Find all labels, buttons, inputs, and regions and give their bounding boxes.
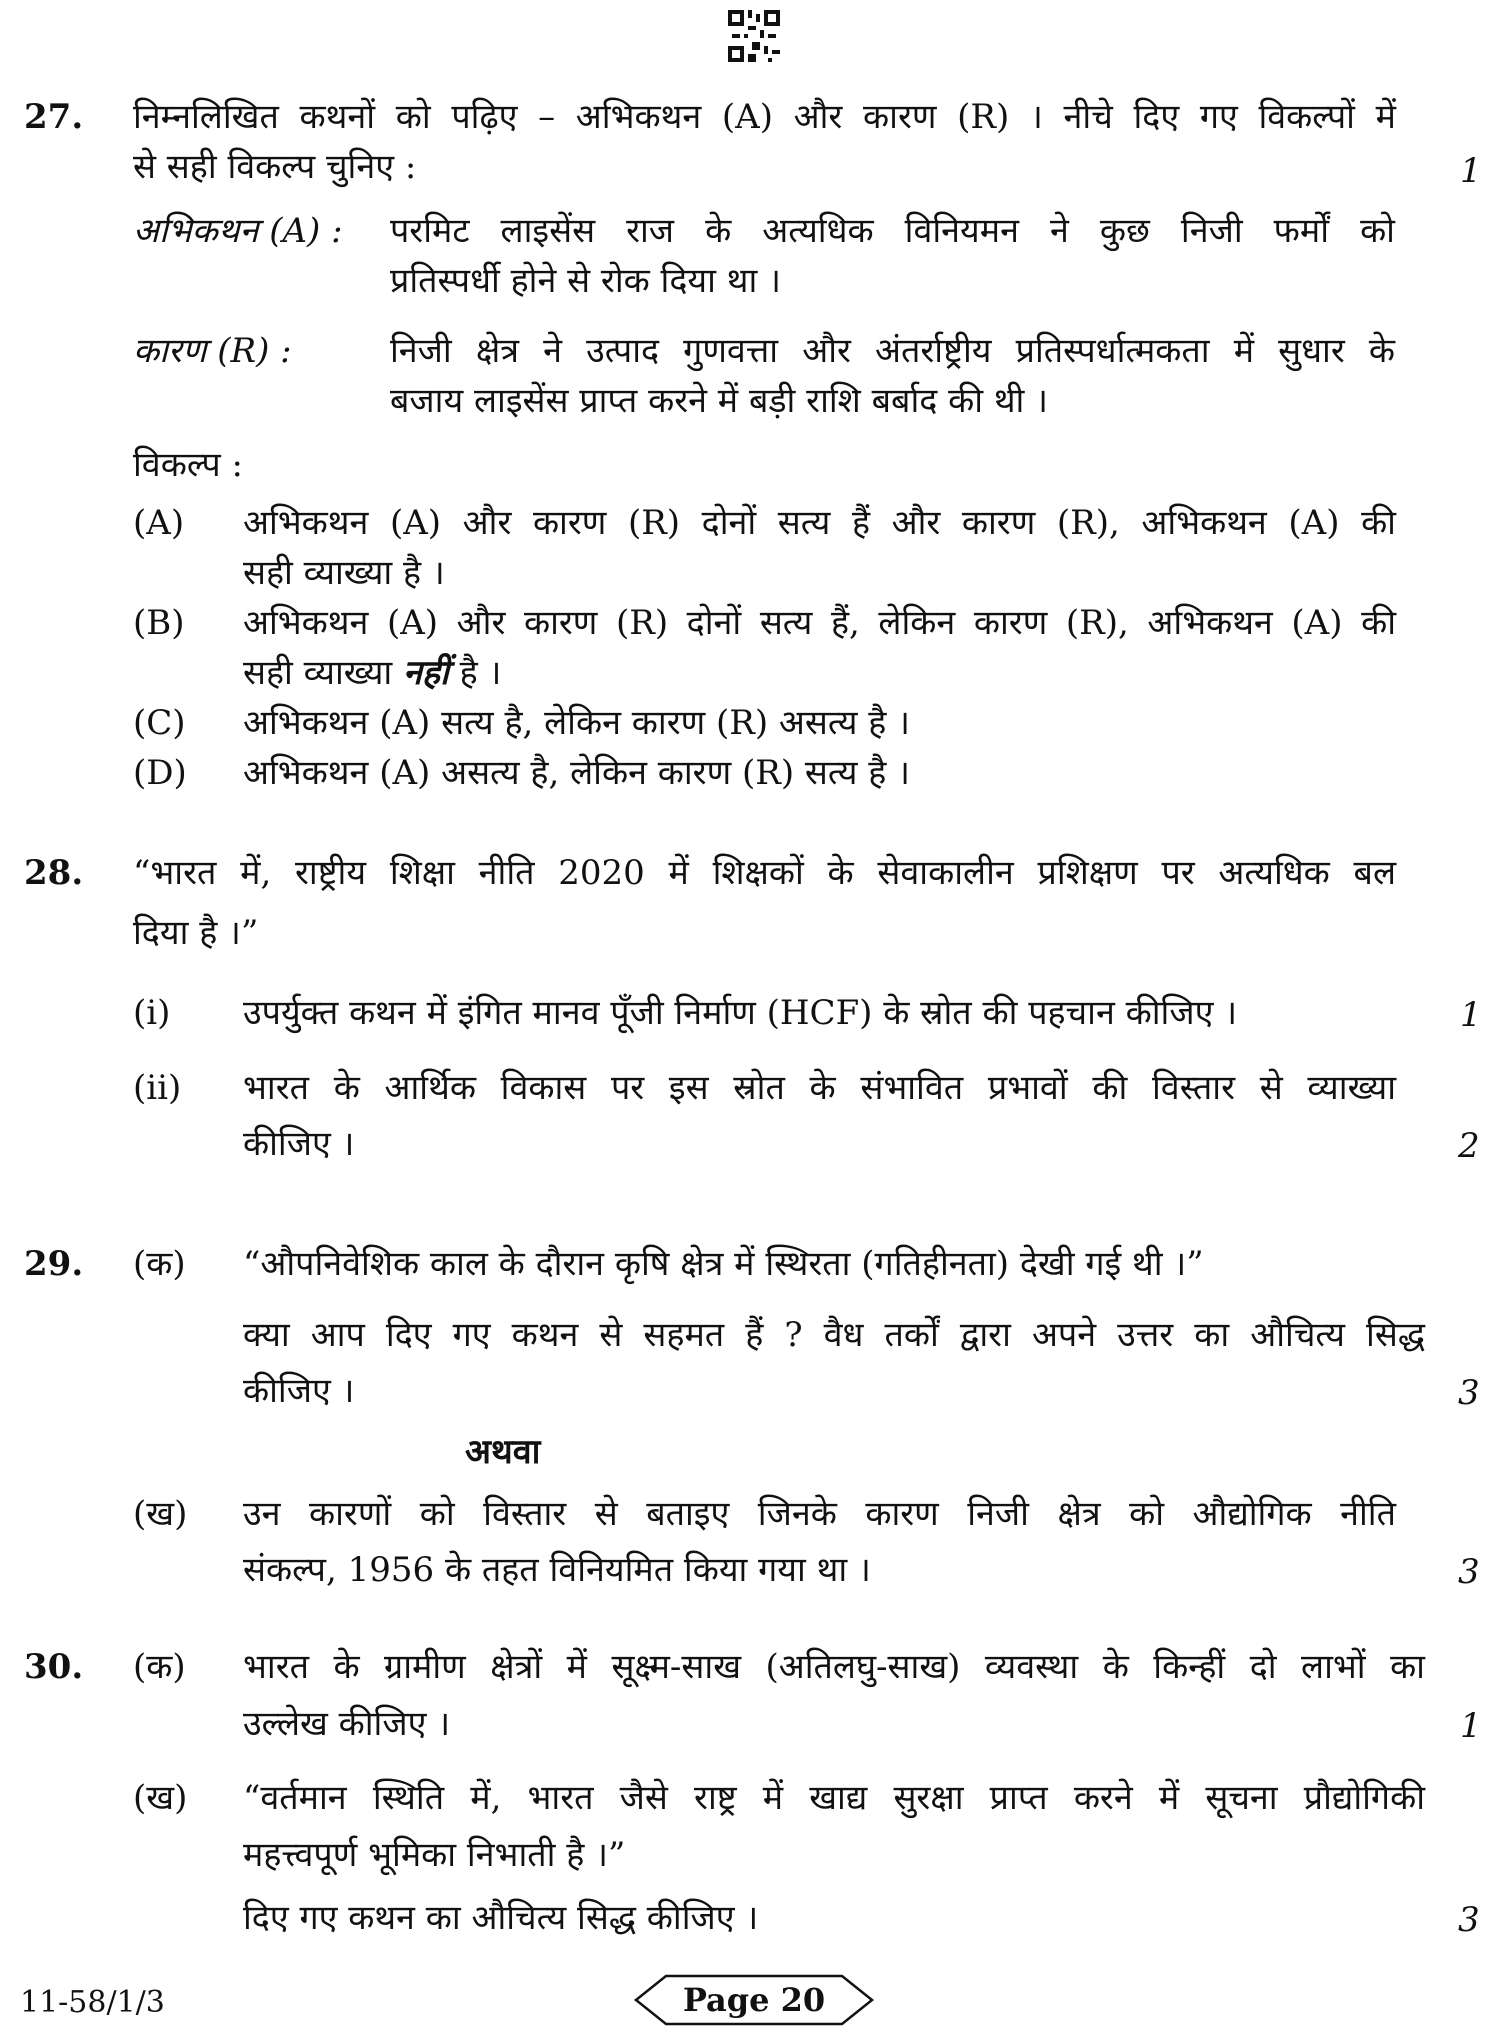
option-text bbox=[243, 653, 502, 693]
sub-question-text: भारत के ग्रामीण क्षेत्रों में सूक्ष्म-साख (अतिलघु-साख) व्यवस्था के किन्हीं दो लाभों का bbox=[243, 1647, 1425, 1687]
question-number: 27. bbox=[24, 97, 84, 137]
sub-question-key: (ख) bbox=[133, 1778, 188, 1818]
sub-question-text: “वर्तमान स्थिति में, भारत जैसे राष्ट्र में खाद्य सुरक्षा प्राप्त करने में सूचना प्रौद्योगिकी bbox=[243, 1778, 1425, 1818]
sub-question-key: (क) bbox=[133, 1647, 186, 1687]
question-text: “भारत में, राष्ट्रीय शिक्षा नीति 2020 में शिक्षकों के सेवाकालीन प्रशिक्षण पर अत्यधिक बल bbox=[133, 853, 1396, 893]
question-text: से सही विकल्प चुनिए : bbox=[133, 147, 417, 187]
sub-question-text: महत्त्वपूर्ण भूमिका निभाती है ।” bbox=[243, 1835, 626, 1875]
page-number: Page 20 bbox=[682, 1981, 826, 2019]
question-text: दिया है ।” bbox=[133, 913, 259, 953]
paper-code: 11-58/1/3 bbox=[20, 1985, 165, 2020]
question-number: 30. bbox=[24, 1647, 84, 1687]
option-key: (D) bbox=[133, 753, 187, 793]
option-key: (B) bbox=[133, 603, 185, 643]
sub-question-text: उन कारणों को विस्तार से बताइए जिनके कारण निजी क्षेत्र को औद्योगिक नीति bbox=[243, 1494, 1396, 1534]
sub-question-key: (ख) bbox=[133, 1494, 188, 1534]
sub-question-text: उपर्युक्त कथन में इंगित मानव पूँजी निर्माण (HCF) के स्रोत की पहचान कीजिए । bbox=[243, 993, 1238, 1033]
assertion-text: प्रतिस्पर्धी होने से रोक दिया था । bbox=[390, 261, 781, 301]
option-text-part: है । bbox=[459, 653, 502, 693]
option-key: (A) bbox=[133, 503, 185, 543]
marks: 2 bbox=[1458, 1126, 1480, 1166]
sub-question-key: (i) bbox=[133, 993, 171, 1033]
option-text: अभिकथन (A) सत्य है, लेकिन कारण (R) असत्य है । bbox=[243, 703, 911, 743]
reason-text: निजी क्षेत्र ने उत्पाद गुणवत्ता और अंतर्राष्ट्रीय प्रतिस्पर्धात्मकता में सुधार के bbox=[390, 331, 1395, 371]
marks: 1 bbox=[1460, 995, 1482, 1035]
sub-question-text: “औपनिवेशिक काल के दौरान कृषि क्षेत्र में स्थिरता (गतिहीनता) देखी गई थी ।” bbox=[243, 1244, 1204, 1284]
emphasis-text: नहीं bbox=[403, 653, 449, 693]
sub-question-text: क्या आप दिए गए कथन से सहमत हैं ? वैध तर्कों द्वारा अपने उत्तर का औचित्य सिद्ध bbox=[243, 1315, 1425, 1355]
marks: 1 bbox=[1460, 151, 1482, 191]
sub-question-text: कीजिए । bbox=[243, 1371, 355, 1411]
sub-question-text: संकल्प, 1956 के तहत विनियमित किया गया था । bbox=[243, 1550, 871, 1590]
option-text: अभिकथन (A) और कारण (R) दोनों सत्य हैं और कारण (R), अभिकथन (A) की bbox=[243, 503, 1396, 543]
assertion-text: परमिट लाइसेंस राज के अत्यधिक विनियमन ने कुछ निजी फर्मों को bbox=[390, 211, 1395, 251]
option-text: अभिकथन (A) और कारण (R) दोनों सत्य हैं, लेकिन कारण (R), अभिकथन (A) की bbox=[243, 603, 1396, 643]
reason-label: कारण (R) : bbox=[133, 331, 292, 371]
question-text: निम्नलिखित कथनों को पढ़िए – अभिकथन (A) और कारण (R) । नीचे दिए गए विकल्पों में bbox=[133, 97, 1396, 137]
options-label: विकल्प : bbox=[133, 445, 243, 485]
question-number: 29. bbox=[24, 1244, 84, 1284]
marks: 1 bbox=[1460, 1706, 1482, 1746]
sub-question-text: कीजिए । bbox=[243, 1124, 355, 1164]
sub-question-text: भारत के आर्थिक विकास पर इस स्रोत के संभावित प्रभावों की विस्तार से व्याख्या bbox=[243, 1068, 1396, 1108]
option-text-part: सही व्याख्या bbox=[243, 653, 393, 693]
assertion-label: अभिकथन (A) : bbox=[133, 211, 343, 251]
sub-question-text: दिए गए कथन का औचित्य सिद्ध कीजिए । bbox=[243, 1898, 759, 1938]
option-key: (C) bbox=[133, 703, 186, 743]
marks: 3 bbox=[1458, 1900, 1480, 1940]
sub-question-key: (क) bbox=[133, 1244, 186, 1284]
question-number: 28. bbox=[24, 853, 84, 893]
marks: 3 bbox=[1458, 1552, 1480, 1592]
sub-question-text: उल्लेख कीजिए । bbox=[243, 1704, 451, 1744]
option-text: अभिकथन (A) असत्य है, लेकिन कारण (R) सत्य है । bbox=[243, 753, 911, 793]
marks: 3 bbox=[1458, 1373, 1480, 1413]
sub-question-key: (ii) bbox=[133, 1068, 182, 1108]
option-text: सही व्याख्या है । bbox=[243, 553, 445, 593]
qr-code bbox=[728, 10, 780, 62]
reason-text: बजाय लाइसेंस प्राप्त करने में बड़ी राशि बर्बाद की थी । bbox=[390, 381, 1049, 421]
or-divider: अथवा bbox=[465, 1432, 541, 1472]
